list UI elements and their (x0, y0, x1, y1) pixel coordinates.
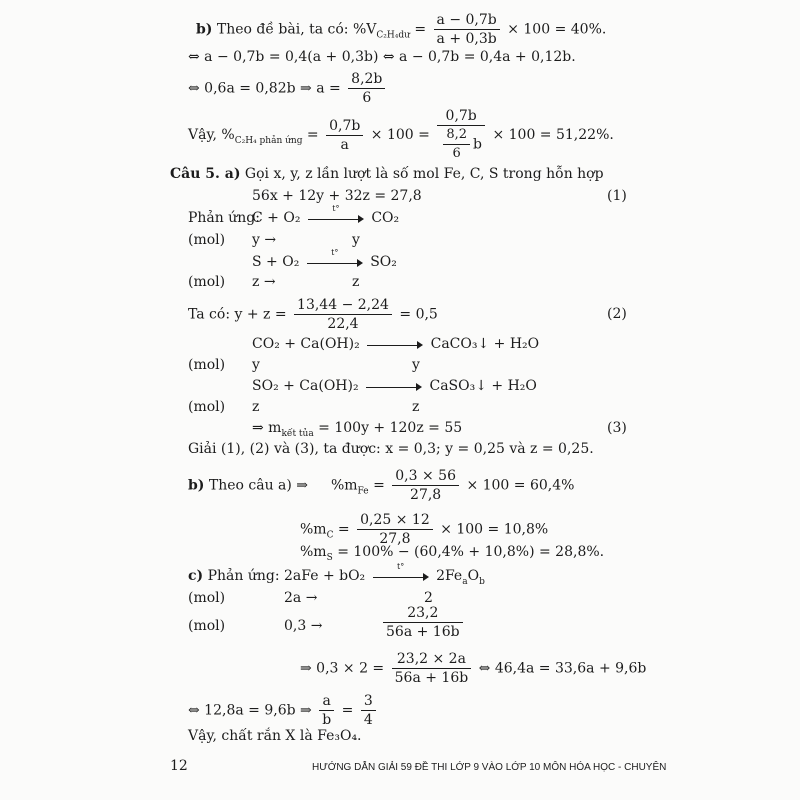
r4-mol-right: z (412, 399, 420, 415)
c-ratio (188, 692, 379, 729)
b1-line4-fraction1 (326, 117, 363, 154)
b1-line4-fraction2 (437, 107, 485, 163)
cau5-reaction3 (252, 335, 539, 353)
cau5-intro: Gọi x, y, z lần lượt là số mol Fe, C, S trong hỗn hợp (244, 166, 604, 182)
fe-lhs: %m (330, 477, 358, 494)
cau5-taco (188, 296, 438, 333)
c-label: c) (188, 568, 204, 584)
c-impl-tail: ⇔ 46,4a = 33,6a + 9,6b (478, 660, 647, 677)
b2-s-line (300, 543, 604, 561)
b1-den: a + 0,3b (436, 31, 497, 47)
cau5-reaction4 (252, 377, 537, 395)
mket-sub: kết tủa (281, 428, 314, 439)
reaction-arrow (308, 204, 364, 225)
c-reaction (284, 562, 485, 587)
fe-num: 0,3 × 56 (392, 467, 459, 486)
c-ratio-den2: 4 (363, 712, 373, 728)
c-r-right-sub2: b (479, 576, 485, 587)
c-sub: C (326, 530, 334, 541)
c-lhs: %m (300, 521, 327, 538)
c-ratio-num1: a (319, 692, 334, 711)
b1-f2-inner-den: 6 (452, 146, 461, 161)
b1-num: a − 0,7b (434, 11, 500, 30)
c-tail: × 100 = 10,8% (440, 521, 549, 538)
c-impl-lead: ⇒ 0,3 × 2 = (300, 660, 385, 677)
cau5-tag2: (2) (607, 306, 627, 322)
c-ratio-fraction2 (361, 692, 376, 729)
c-num: 0,25 × 12 (357, 511, 433, 530)
r2-right: SO₂ (370, 254, 397, 270)
c-m2-fraction (383, 604, 463, 641)
temp-label: t° (397, 562, 405, 571)
c-eq: = (337, 521, 350, 538)
taco-den: 22,4 (327, 316, 359, 332)
r1-mol-left: y → (252, 232, 277, 248)
b1-line3-den: 6 (362, 90, 372, 106)
c-ratio-num2: 3 (361, 692, 376, 711)
b1-fraction (434, 11, 500, 48)
r2-mol-left: z → (252, 274, 276, 290)
reaction-arrow (307, 248, 363, 269)
cau5-mket (252, 419, 462, 437)
c-r-right: 2Fe (436, 568, 463, 584)
reaction-arrow (373, 562, 429, 583)
fe-eq: = (373, 477, 385, 494)
b1-f1-num: 0,7b (326, 117, 363, 136)
fe-fraction (392, 467, 459, 504)
c-m1-right: 2 (424, 590, 433, 606)
c-r-right-o: O (467, 568, 480, 584)
c-impl-fraction (392, 650, 472, 687)
r4-right: CaSO₃↓ + H₂O (429, 378, 537, 394)
cau5-reaction-label: Phản ứng: (188, 210, 260, 226)
taco-num: 13,44 − 2,24 (294, 296, 392, 315)
c-mol2: (mol) (188, 618, 226, 634)
b1-sub: C₂H₄dư (376, 30, 410, 41)
r2-left: S + O₂ (252, 254, 300, 270)
c-impl-num: 23,2 × 2a (392, 650, 472, 669)
r1-mol-right: y (352, 232, 360, 248)
b1-line4-tail: × 100 = 51,22%. (492, 127, 614, 143)
cau5-reaction2 (252, 248, 397, 271)
b2-lead: Theo câu a) ⇒ (208, 477, 309, 494)
c-m2-num: 23,2 (383, 604, 463, 623)
c-ratio-lead: ⇔ 12,8a = 9,6b ⇒ (188, 702, 312, 719)
mket-tail: = 100y + 120z = 55 (318, 420, 463, 436)
mket-lead: ⇒ m (252, 420, 282, 436)
fe-den: 27,8 (410, 487, 442, 503)
b1-percent-v-line (196, 11, 606, 48)
b1-line4 (188, 107, 614, 163)
b1-line2: ⇔ a − 0,7b = 0,4(a + 0,3b) ⇔ a − 0,7b = 0,4a + 0,12b. (188, 49, 576, 65)
c-r-left: 2aFe + bO₂ (284, 568, 366, 584)
b2-fe-line (188, 467, 574, 504)
b1-f2-inner-num: 8,2 (443, 126, 470, 145)
s-tail: = 100% − (60,4% + 10,8%) = 28,8%. (337, 544, 605, 560)
s-lhs: %m (300, 544, 327, 560)
b1-f1-den: a (340, 136, 349, 153)
b1-line4-eq: = (306, 127, 319, 143)
c-ratio-den1: b (322, 712, 332, 728)
r3-right: CaCO₃↓ + H₂O (430, 336, 540, 352)
taco-lead: Ta có: y + z = (188, 306, 287, 323)
b1-line3-fraction (348, 70, 385, 107)
b1-tail: × 100 = 40%. (507, 21, 607, 38)
c-reaction-label-line (188, 567, 280, 585)
page-number: 12 (170, 758, 188, 774)
c-m2-fraction-wrap (380, 604, 466, 641)
fe-tail: × 100 = 60,4% (466, 477, 575, 494)
cau5-tag1: (1) (607, 188, 627, 204)
temp-label: t° (332, 204, 340, 213)
cau5-label: Câu 5. a) (170, 166, 241, 182)
b1-line4-lead: Vậy, % (188, 127, 235, 143)
b1-line4-mid: × 100 = (370, 127, 430, 143)
reaction-arrow (366, 379, 422, 393)
b1-line3-num: 8,2b (348, 70, 385, 89)
c-r-right-sub: a (462, 576, 468, 587)
reaction-arrow (367, 337, 423, 351)
r3-left: CO₂ + Ca(OH)₂ (252, 336, 360, 352)
cau5-mol4: (mol) (188, 399, 226, 415)
cau5-eq1: 56x + 12y + 32z = 27,8 (252, 188, 422, 204)
c-ratio-eq: = (341, 702, 354, 719)
r2-mol-right: z (352, 274, 360, 290)
cau5-mol3: (mol) (188, 357, 226, 373)
b1-line4-sub: C₂H₄ phản ứng (234, 135, 303, 146)
cau5-reaction1 (252, 204, 400, 227)
c-m1-left: 2a → (284, 590, 318, 606)
cau5-mol1: (mol) (188, 232, 226, 248)
cau5-tag3: (3) (607, 420, 627, 436)
footer-title: HƯỚNG DẪN GIẢI 59 ĐỀ THI LỚP 9 VÀO LỚP 10 MÔN HÓA HỌC - CHUYÊN (312, 762, 667, 773)
b1-label: b) (196, 21, 213, 38)
cau5-heading (170, 165, 604, 183)
b1-intro: Theo đề bài, ta có: %V (216, 21, 377, 38)
b2-label: b) (188, 477, 205, 494)
c-den: 27,8 (379, 531, 411, 547)
r1-left: C + O₂ (252, 210, 301, 226)
taco-tail: = 0,5 (399, 306, 438, 323)
b1-f2-inner-b: b (473, 136, 482, 153)
b1-f2-inner-fraction (443, 126, 470, 163)
r4-left: SO₂ + Ca(OH)₂ (252, 378, 359, 394)
b1-line3 (188, 70, 388, 107)
r1-right: CO₂ (371, 210, 400, 226)
c-mol1: (mol) (188, 590, 226, 606)
cau5-mol2: (mol) (188, 274, 226, 290)
c-m2-den: 56a + 16b (386, 624, 460, 640)
cau5-solve: Giải (1), (2) và (3), ta được: x = 0,3; y = 0,25 và z = 0,25. (188, 441, 594, 457)
b1-line3-lead: ⇔ 0,6a = 0,82b ⇒ a = (188, 80, 341, 97)
r4-mol-left: z (252, 399, 260, 415)
b1-eq: = (414, 21, 427, 38)
fe-sub: Fe (357, 486, 369, 497)
b1-f2-den (437, 126, 485, 163)
r3-mol-left: y (252, 357, 260, 373)
temp-label: t° (331, 248, 339, 257)
b1-f2-num: 0,7b (437, 107, 485, 126)
r3-mol-right: y (412, 357, 420, 373)
c-conclusion: Vậy, chất rắn X là Fe₃O₄. (188, 728, 362, 744)
c-impl-den: 56a + 16b (394, 670, 469, 686)
s-sub: S (326, 552, 333, 563)
c-m2-left: 0,3 → (284, 618, 323, 634)
c-impl (300, 650, 646, 687)
c-ratio-fraction1 (319, 692, 334, 729)
taco-fraction (294, 296, 392, 333)
c-reaction-label: Phản ứng: (207, 568, 280, 584)
